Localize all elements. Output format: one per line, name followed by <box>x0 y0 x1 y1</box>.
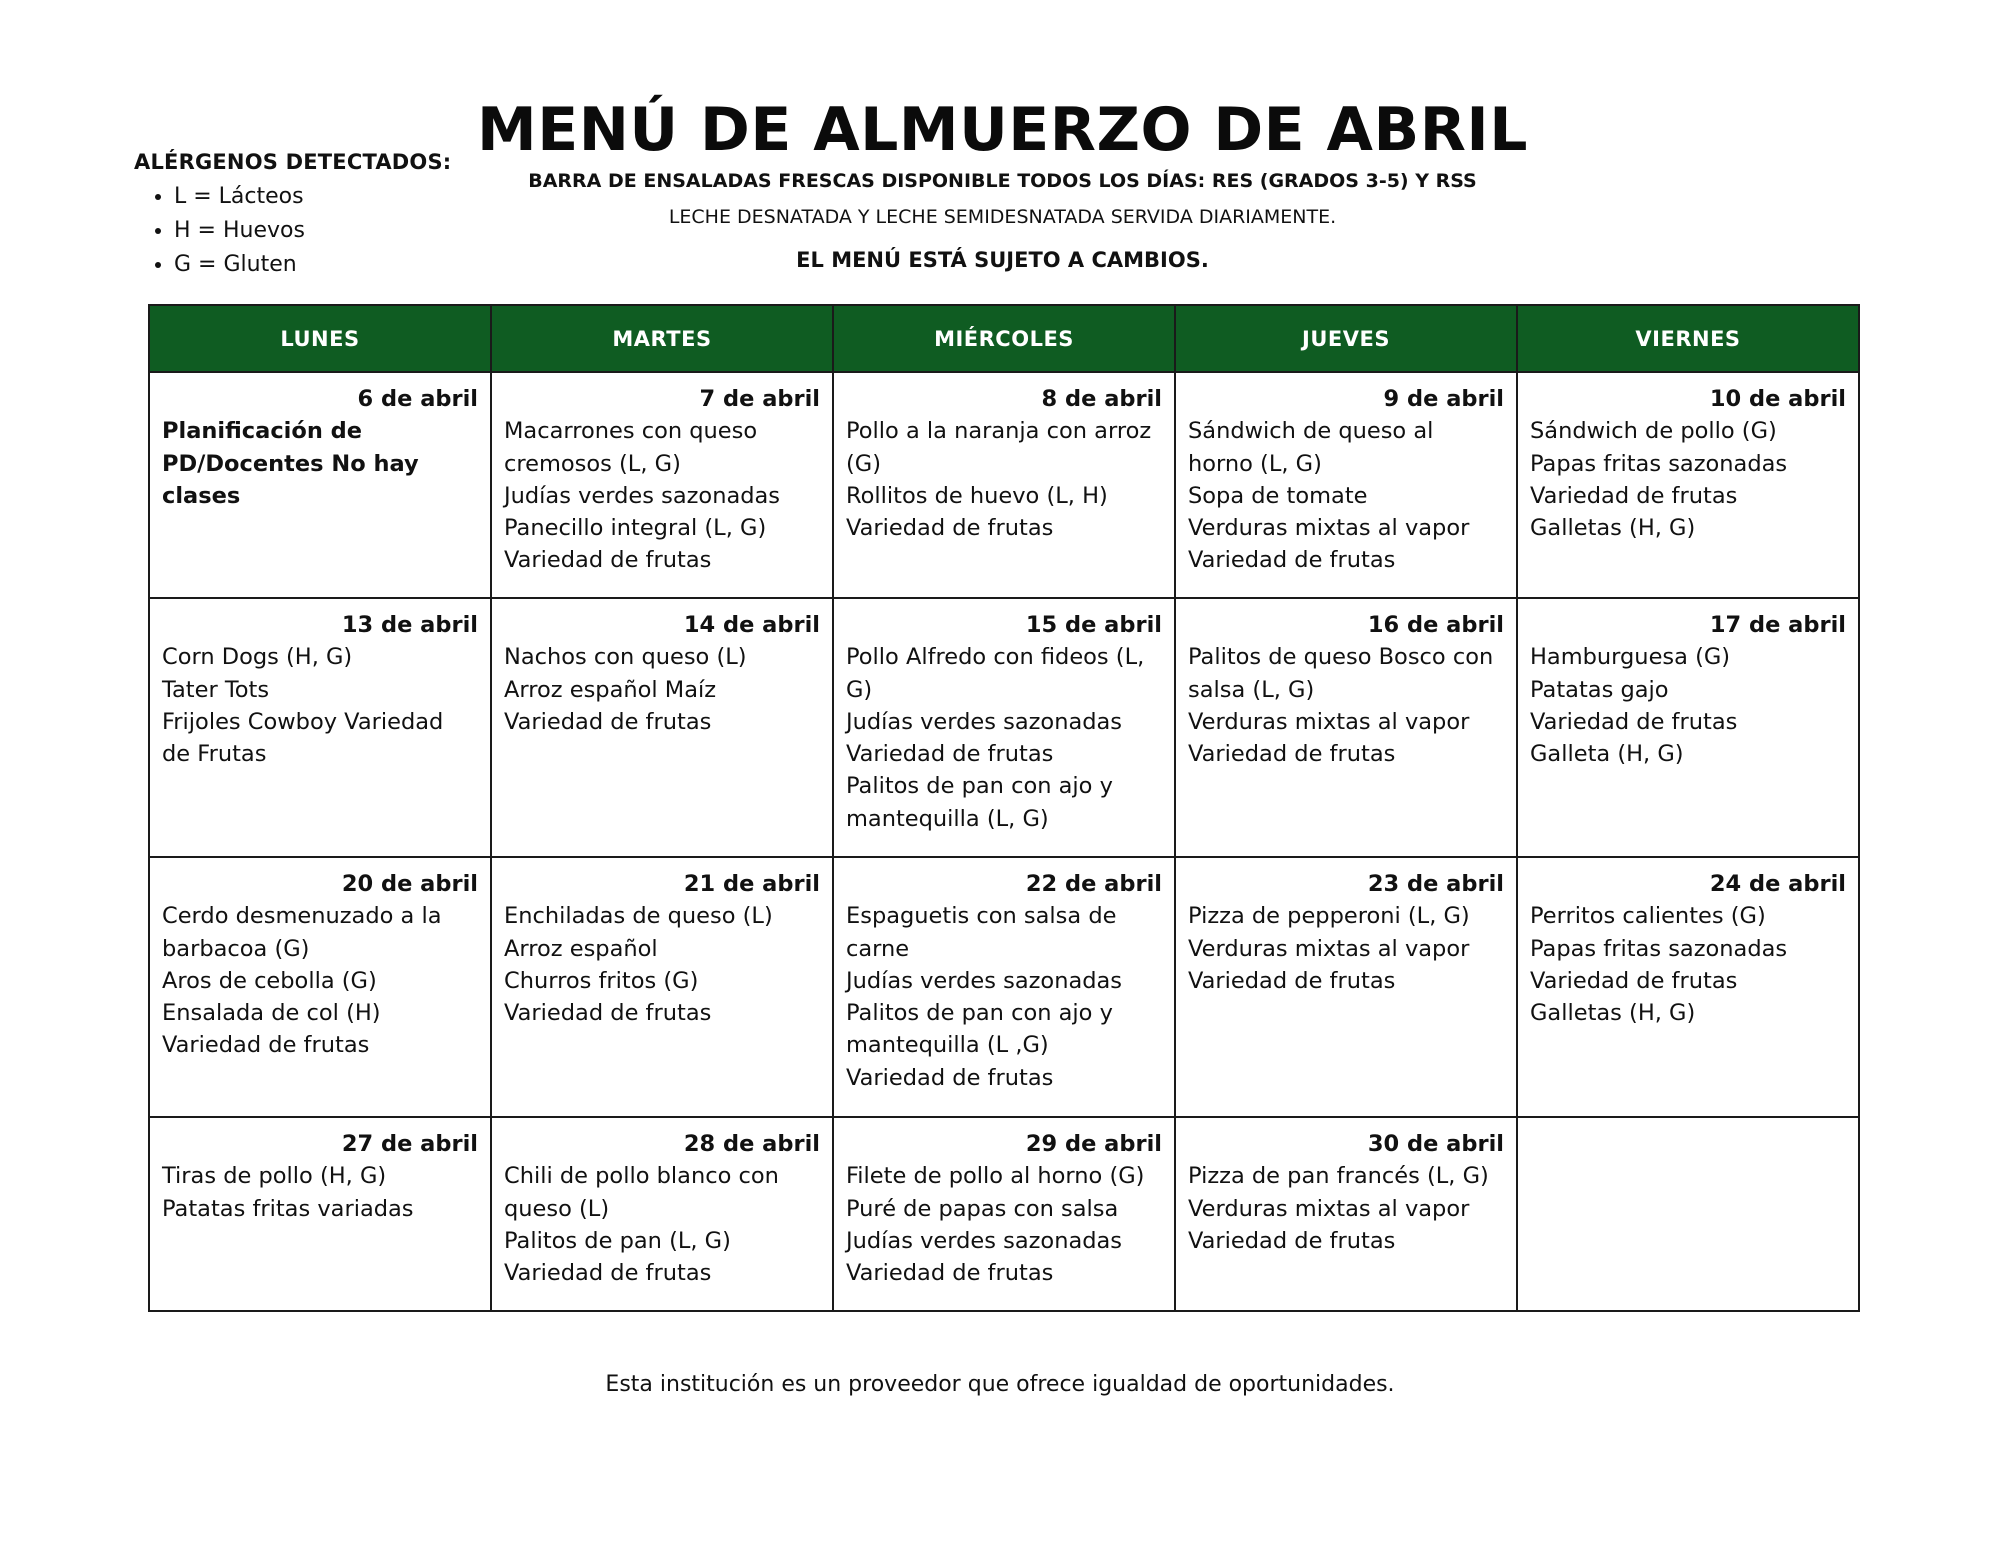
menu-item: Variedad de frutas <box>504 708 712 735</box>
menu-day-date: 23 de abril <box>1367 871 1504 897</box>
menu-week-row <box>149 372 1859 598</box>
menu-header <box>470 92 1535 274</box>
menu-item: Pollo Alfredo con fideos (L, G) <box>846 644 1145 703</box>
menu-item: Variedad de frutas <box>504 1000 712 1027</box>
menu-item: Variedad de frutas <box>1530 482 1738 509</box>
menu-item: Filete de pollo al horno (G) <box>846 1163 1145 1190</box>
menu-day-date: 21 de abril <box>683 871 820 897</box>
allergen-legend <box>134 150 474 282</box>
menu-item: Judías verdes sazonadas <box>504 482 781 509</box>
menu-item: Nachos con queso (L) <box>504 644 747 671</box>
menu-item: Variedad de frutas <box>1530 967 1738 994</box>
menu-item: Palitos de pan con ajo y mantequilla (L, G) <box>846 773 1113 832</box>
weekday-header-jueves: JUEVES <box>1175 305 1517 372</box>
menu-day-date: 13 de abril <box>341 612 478 638</box>
menu-day-cell <box>1175 598 1517 857</box>
menu-item: Rollitos de huevo (L, H) <box>846 482 1108 509</box>
menu-item: Variedad de frutas <box>504 547 712 574</box>
menu-item: Verduras mixtas al vapor <box>1188 515 1470 542</box>
menu-item: Galletas (H, G) <box>1530 515 1696 542</box>
menu-day-date: 29 de abril <box>1025 1131 1162 1157</box>
menu-day-cell <box>833 1117 1175 1311</box>
menu-week-row <box>149 1117 1859 1311</box>
menu-day-cell <box>1175 857 1517 1117</box>
menu-day-date: 22 de abril <box>1025 871 1162 897</box>
menu-day-date: 27 de abril <box>341 1131 478 1157</box>
menu-calendar-table <box>148 304 1860 1312</box>
weekday-header-miercoles: MIÉRCOLES <box>833 305 1175 372</box>
menu-item: Churros fritos (G) <box>504 967 699 994</box>
menu-item: Ensalada de col (H) <box>162 1000 381 1027</box>
menu-day-cell <box>1175 1117 1517 1311</box>
menu-day-cell <box>149 372 491 598</box>
menu-item: Variedad de frutas <box>1188 1227 1396 1254</box>
menu-item: Variedad de frutas <box>1188 741 1396 768</box>
menu-item: Pollo a la naranja con arroz (G) <box>846 418 1152 477</box>
menu-item: Sopa de tomate <box>1188 482 1368 509</box>
menu-day-date: 17 de abril <box>1709 612 1846 638</box>
menu-item: Variedad de frutas <box>846 515 1054 542</box>
weekday-header-martes: MARTES <box>491 305 833 372</box>
menu-item: Papas fritas sazonadas <box>1530 935 1788 962</box>
equal-opportunity-note: Esta institución es un proveedor que ofrece igualdad de oportunidades. <box>605 1372 1395 1397</box>
menu-item: Espaguetis con salsa de carne <box>846 903 1117 962</box>
menu-item: Tiras de pollo (H, G) <box>162 1163 387 1190</box>
menu-week-row <box>149 857 1859 1117</box>
menu-day-cell <box>1517 372 1859 598</box>
milk-note: LECHE DESNATADA Y LECHE SEMIDESNATADA SERVIDA DIARIAMENTE. <box>668 206 1337 228</box>
menu-item: Verduras mixtas al vapor <box>1188 935 1470 962</box>
salad-bar-note: BARRA DE ENSALADAS FRESCAS DISPONIBLE TODOS LOS DÍAS: RES (GRADOS 3-5) Y RSS <box>528 170 1477 192</box>
menu-day-cell <box>1517 1117 1859 1311</box>
menu-item: Sándwich de queso al horno (L, G) <box>1188 418 1434 477</box>
menu-item: Galletas (H, G) <box>1530 1000 1696 1027</box>
menu-day-cell <box>1517 857 1859 1117</box>
menu-item: Variedad de frutas <box>846 741 1054 768</box>
allergen-item-gluten: • G = Gluten <box>174 248 474 282</box>
menu-item: Palitos de pan (L, G) <box>504 1227 731 1254</box>
menu-day-cell <box>491 1117 833 1311</box>
menu-item: Panecillo integral (L, G) <box>504 515 767 542</box>
menu-item: Pizza de pepperoni (L, G) <box>1188 903 1470 930</box>
weekday-header-viernes: VIERNES <box>1517 305 1859 372</box>
menu-item: Tater Tots <box>162 676 270 703</box>
menu-item: Sándwich de pollo (G) <box>1530 418 1777 445</box>
menu-item: Frijoles Cowboy Variedad de Frutas <box>162 708 444 768</box>
weekday-header-lunes: LUNES <box>149 305 491 372</box>
menu-item: Variedad de frutas <box>504 1260 712 1287</box>
menu-day-date: 30 de abril <box>1367 1131 1504 1157</box>
menu-item: Patatas gajo <box>1530 676 1669 703</box>
allergen-legend-title: ALÉRGENOS DETECTADOS: <box>134 150 452 174</box>
allergen-item-huevos: • H = Huevos <box>174 214 474 248</box>
menu-day-date: 20 de abril <box>341 871 478 897</box>
menu-day-date: 15 de abril <box>1025 612 1162 638</box>
menu-day-date: 6 de abril <box>357 386 478 412</box>
menu-item: Judías verdes sazonadas <box>846 967 1123 994</box>
menu-item: Judías verdes sazonadas <box>846 1227 1123 1254</box>
menu-item: Chili de pollo blanco con queso (L) <box>504 1163 779 1222</box>
menu-item: Galleta (H, G) <box>1530 741 1684 768</box>
menu-day-cell <box>833 857 1175 1117</box>
menu-item: Variedad de frutas <box>1188 967 1396 994</box>
weekday-header-row <box>149 305 1859 372</box>
menu-item: Verduras mixtas al vapor <box>1188 1195 1470 1222</box>
menu-item: Enchiladas de queso (L) <box>504 903 773 930</box>
menu-day-cell <box>833 372 1175 598</box>
menu-item: Papas fritas sazonadas <box>1530 450 1788 477</box>
menu-item: Variedad de frutas <box>162 1032 370 1059</box>
menu-day-cell <box>149 857 491 1117</box>
menu-item: Aros de cebolla (G) <box>162 967 377 994</box>
menu-day-date: 8 de abril <box>1041 386 1162 412</box>
menu-item: Macarrones con queso cremosos (L, G) <box>504 418 758 477</box>
menu-day-cell <box>491 372 833 598</box>
menu-day-cell <box>833 598 1175 857</box>
menu-item: Variedad de frutas <box>1188 547 1396 574</box>
menu-item: Hamburguesa (G) <box>1530 644 1731 671</box>
menu-day-cell <box>1175 372 1517 598</box>
menu-day-date: 14 de abril <box>683 612 820 638</box>
menu-item: Variedad de frutas <box>1530 708 1738 735</box>
menu-week-row <box>149 598 1859 857</box>
menu-weeks <box>149 372 1859 1311</box>
change-notice: EL MENÚ ESTÁ SUJETO A CAMBIOS. <box>796 248 1209 272</box>
allergen-item-lacteos: • L = Lácteos <box>174 180 474 214</box>
menu-day-date: 24 de abril <box>1709 871 1846 897</box>
menu-item: Patatas fritas variadas <box>162 1195 414 1222</box>
menu-day-cell <box>491 857 833 1117</box>
menu-day-cell <box>491 598 833 857</box>
menu-day-date: 9 de abril <box>1383 386 1504 412</box>
menu-item: Puré de papas con salsa <box>846 1195 1119 1222</box>
menu-day-cell <box>1517 598 1859 857</box>
menu-item: Arroz español <box>504 935 658 962</box>
menu-day-date: 7 de abril <box>699 386 820 412</box>
menu-item: Planificación de PD/Docentes No hay clases <box>162 418 419 509</box>
menu-item: Perritos calientes (G) <box>1530 903 1766 930</box>
menu-item: Palitos de pan con ajo y mantequilla (L ,G) <box>846 1000 1113 1059</box>
menu-item: Palitos de queso Bosco con salsa (L, G) <box>1188 644 1494 703</box>
allergen-list <box>134 180 474 282</box>
menu-day-date: 10 de abril <box>1709 386 1846 412</box>
menu-item: Cerdo desmenuzado a la barbacoa (G) <box>162 903 442 962</box>
menu-day-date: 16 de abril <box>1367 612 1504 638</box>
menu-day-cell <box>149 598 491 857</box>
menu-item: Verduras mixtas al vapor <box>1188 708 1470 735</box>
page-title: MENÚ DE ALMUERZO DE ABRIL <box>477 95 1528 165</box>
menu-item: Variedad de frutas <box>846 1260 1054 1287</box>
menu-day-date: 28 de abril <box>683 1131 820 1157</box>
menu-item: Pizza de pan francés (L, G) <box>1188 1163 1489 1190</box>
menu-item: Judías verdes sazonadas <box>846 708 1123 735</box>
menu-item: Variedad de frutas <box>846 1064 1054 1091</box>
menu-day-cell <box>149 1117 491 1311</box>
menu-item: Corn Dogs (H, G) <box>162 644 353 671</box>
menu-item: Arroz español Maíz <box>504 676 717 703</box>
